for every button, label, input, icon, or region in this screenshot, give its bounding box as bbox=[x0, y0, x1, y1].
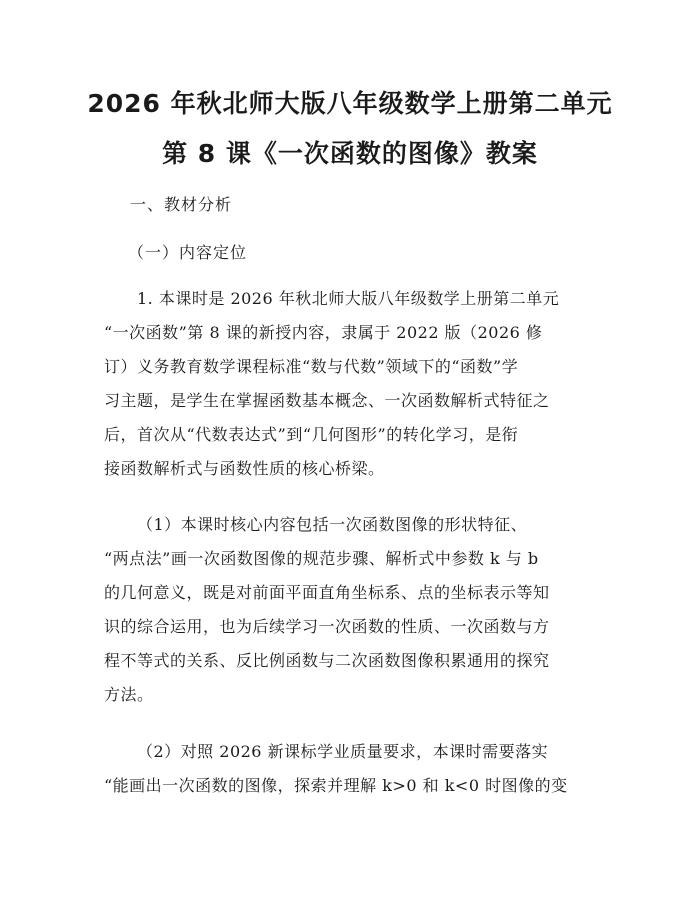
paragraph-line: （1）本课时核心内容包括一次函数图像的形状特征、 bbox=[137, 515, 528, 534]
document-title-line-2: 第 8 课《一次函数的图像》教案 bbox=[162, 139, 538, 168]
paragraph-line: （2）对照 2026 新课标学业质量要求，本课时需要落实 bbox=[137, 742, 549, 761]
paragraph-line: 的几何意义，既是对前面平面直角坐标系、点的坐标表示等知 bbox=[104, 583, 550, 602]
paragraph-line: 1. 本课时是 2026 年秋北师大版八年级数学上册第二单元 bbox=[137, 289, 560, 308]
paragraph-line: “能画出一次函数的图像，探索并理解 k>0 和 k<0 时图像的变 bbox=[104, 776, 568, 795]
paragraph-line: “两点法”画一次函数图像的规范步骤、解析式中参数 k 与 b bbox=[104, 549, 539, 568]
section-heading: 一、教材分析 bbox=[130, 195, 233, 214]
paragraph-line: “一次函数”第 8 课的新授内容，隶属于 2022 版（2026 修 bbox=[104, 323, 543, 342]
paragraph-line: 接函数解析式与函数性质的核心桥梁。 bbox=[104, 459, 385, 478]
paragraph-line: 程不等式的关系、反比例函数与二次函数图像积累通用的探究 bbox=[104, 651, 550, 670]
paragraph-2 bbox=[104, 508, 598, 712]
paragraph-line: 后，首次从“代数表达式”到“几何图形”的转化学习，是衔 bbox=[104, 425, 519, 444]
paragraph-line: 方法。 bbox=[104, 685, 154, 704]
paragraph-line: 识的综合运用，也为后续学习一次函数的性质、一次函数与方 bbox=[104, 617, 550, 636]
paragraph-1 bbox=[104, 282, 598, 486]
paragraph-3 bbox=[104, 735, 598, 803]
document-title-line-1: 2026 年秋北师大版八年级数学上册第二单元 bbox=[87, 89, 613, 118]
paragraph-line: 习主题，是学生在掌握函数基本概念、一次函数解析式特征之 bbox=[104, 391, 550, 410]
paragraph-line: 订）义务教育数学课程标准“数与代数”领域下的“函数”学 bbox=[104, 357, 519, 376]
subsection-heading: （一）内容定位 bbox=[128, 243, 248, 262]
